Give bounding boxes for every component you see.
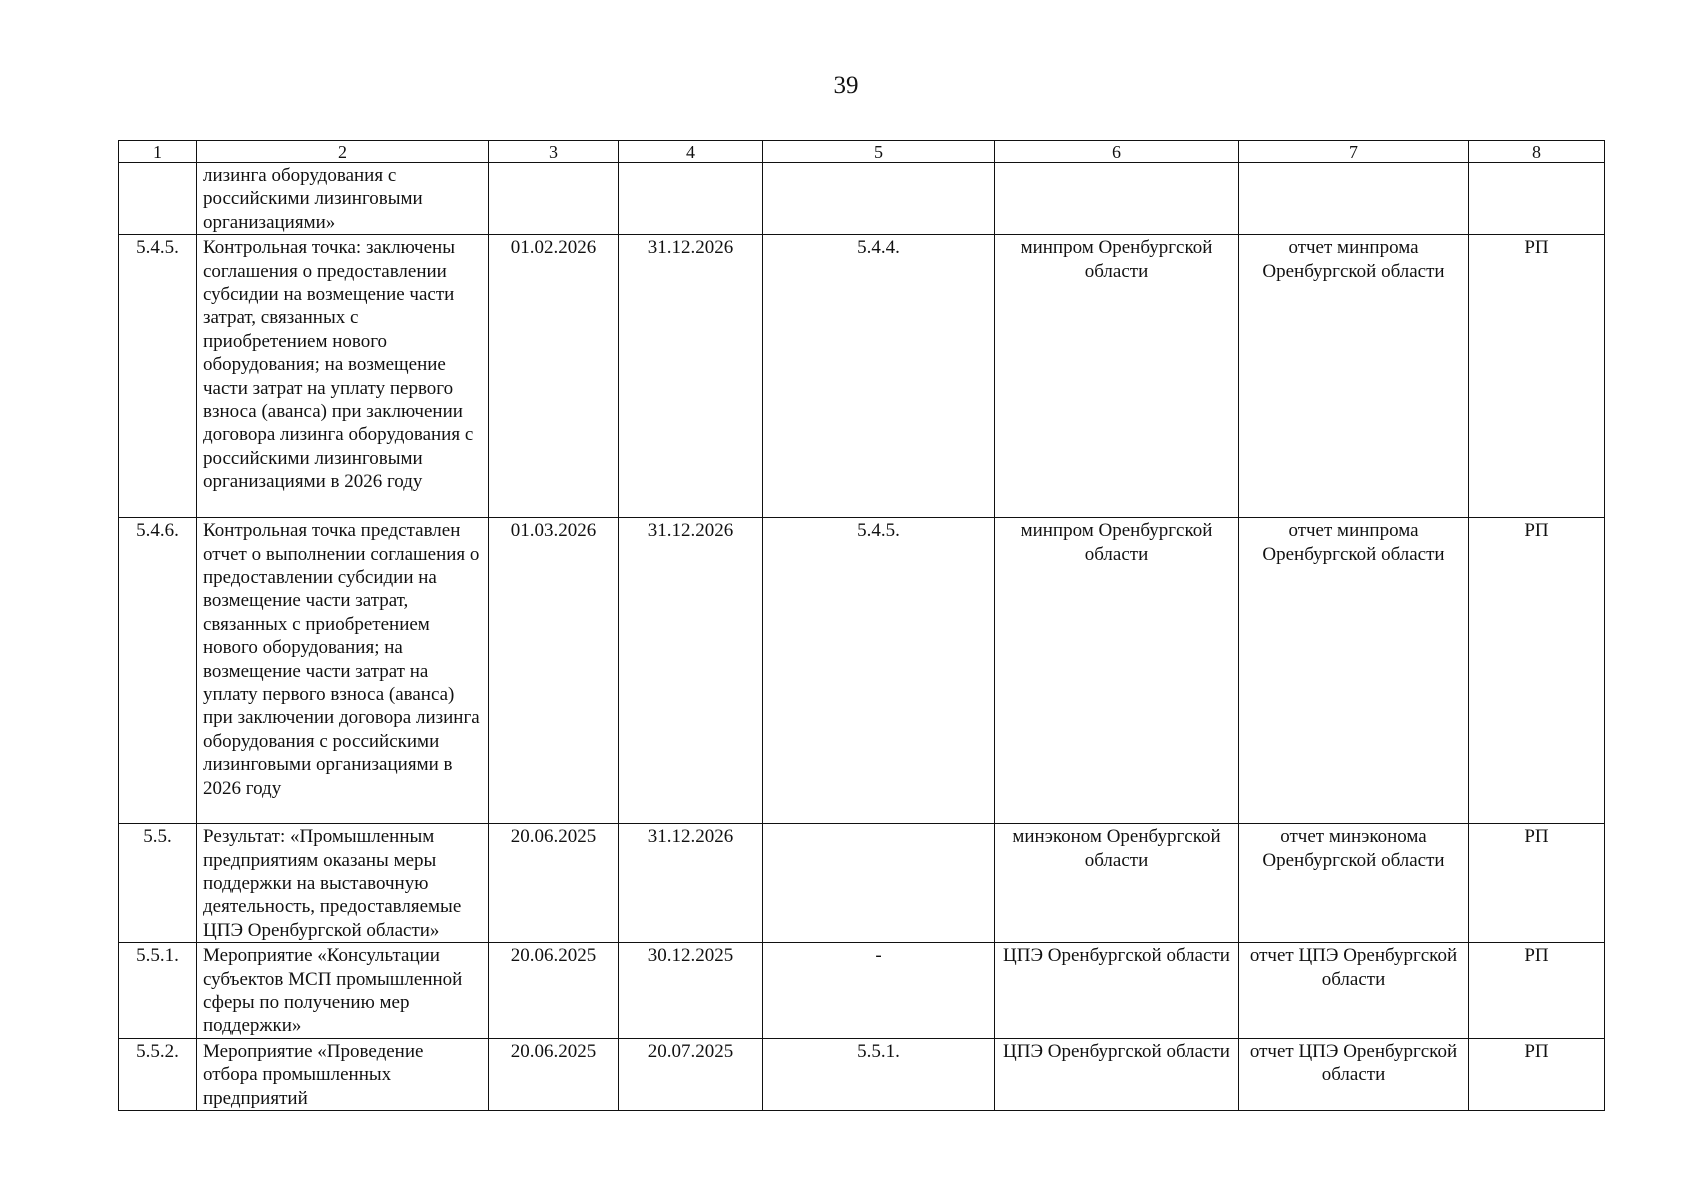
row-predecessor-cell (763, 163, 995, 235)
header-cell: 3 (489, 141, 619, 163)
row-document-cell: отчет минпрома Оренбургской области (1239, 518, 1469, 824)
row-number-cell (119, 163, 197, 235)
header-cell: 6 (995, 141, 1239, 163)
row-predecessor-cell: 5.4.4. (763, 235, 995, 518)
row-level-cell: РП (1469, 235, 1605, 518)
row-start-cell: 20.06.2025 (489, 943, 619, 1039)
row-level-cell (1469, 163, 1605, 235)
row-responsible-cell: ЦПЭ Оренбургской области (995, 1038, 1239, 1110)
page-number: 39 (833, 72, 859, 99)
header-cell: 2 (197, 141, 489, 163)
row-end-cell (619, 163, 763, 235)
header-cell: 7 (1239, 141, 1469, 163)
plan-table (118, 140, 1605, 1111)
row-number-cell: 5.4.6. (119, 518, 197, 824)
table-row (119, 163, 1605, 235)
row-level-cell: РП (1469, 824, 1605, 943)
row-text-cell: лизинга оборудования с российскими лизинговыми организациями» (197, 163, 489, 235)
row-number-cell: 5.5.1. (119, 943, 197, 1039)
row-start-cell: 20.06.2025 (489, 1038, 619, 1110)
row-start-cell: 20.06.2025 (489, 824, 619, 943)
row-document-cell (1239, 163, 1469, 235)
row-predecessor-cell: 5.4.5. (763, 518, 995, 824)
row-text-cell: Контрольная точка представлен отчет о выполнении соглашения о предоставлении субсидии на возмещение части затрат, связанных с приобретением нового оборудования; на возмещение части затрат на уплату первого взноса (аванса) при заключении договора лизинга оборудования с российскими лизинговыми организациями в 2026 году (197, 518, 489, 824)
row-number-cell: 5.4.5. (119, 235, 197, 518)
row-predecessor-cell (763, 824, 995, 943)
row-number-cell: 5.5.2. (119, 1038, 197, 1110)
row-number-cell: 5.5. (119, 824, 197, 943)
row-text-cell: Результат: «Промышленным предприятиям оказаны меры поддержки на выставочную деятельность, предоставляемые ЦПЭ Оренбургской области» (197, 824, 489, 943)
table-row (119, 1038, 1605, 1110)
row-document-cell: отчет ЦПЭ Оренбургской области (1239, 943, 1469, 1039)
row-level-cell: РП (1469, 943, 1605, 1039)
table-row (119, 943, 1605, 1039)
row-end-cell: 31.12.2026 (619, 518, 763, 824)
header-cell: 5 (763, 141, 995, 163)
table-row (119, 824, 1605, 943)
row-start-cell: 01.03.2026 (489, 518, 619, 824)
row-start-cell (489, 163, 619, 235)
row-end-cell: 30.12.2025 (619, 943, 763, 1039)
row-start-cell: 01.02.2026 (489, 235, 619, 518)
header-cell: 1 (119, 141, 197, 163)
row-responsible-cell: минпром Оренбургской области (995, 235, 1239, 518)
row-level-cell: РП (1469, 518, 1605, 824)
table-row (119, 235, 1605, 518)
row-document-cell: отчет минэконома Оренбургской области (1239, 824, 1469, 943)
row-level-cell: РП (1469, 1038, 1605, 1110)
header-cell: 4 (619, 141, 763, 163)
row-predecessor-cell: 5.5.1. (763, 1038, 995, 1110)
table-row (119, 518, 1605, 824)
row-responsible-cell: ЦПЭ Оренбургской области (995, 943, 1239, 1039)
row-responsible-cell: минэконом Оренбургской области (995, 824, 1239, 943)
row-document-cell: отчет ЦПЭ Оренбургской области (1239, 1038, 1469, 1110)
row-end-cell: 31.12.2026 (619, 235, 763, 518)
row-text-cell: Контрольная точка: заключены соглашения о предоставлении субсидии на возмещение части затрат, связанных с приобретением нового оборудования; на возмещение части затрат на уплату первого взноса (аванса) при заключении договора лизинга оборудования с российскими лизинговыми организациями в 2026 году (197, 235, 489, 518)
row-predecessor-cell: - (763, 943, 995, 1039)
row-text-cell: Мероприятие «Консультации субъектов МСП промышленной сферы по получению мер поддержки» (197, 943, 489, 1039)
row-text-cell: Мероприятие «Проведение отбора промышленных предприятий (197, 1038, 489, 1110)
header-cell: 8 (1469, 141, 1605, 163)
row-end-cell: 31.12.2026 (619, 824, 763, 943)
row-end-cell: 20.07.2025 (619, 1038, 763, 1110)
row-responsible-cell: минпром Оренбургской области (995, 518, 1239, 824)
table-header-row (119, 141, 1605, 163)
row-responsible-cell (995, 163, 1239, 235)
row-document-cell: отчет минпрома Оренбургской области (1239, 235, 1469, 518)
